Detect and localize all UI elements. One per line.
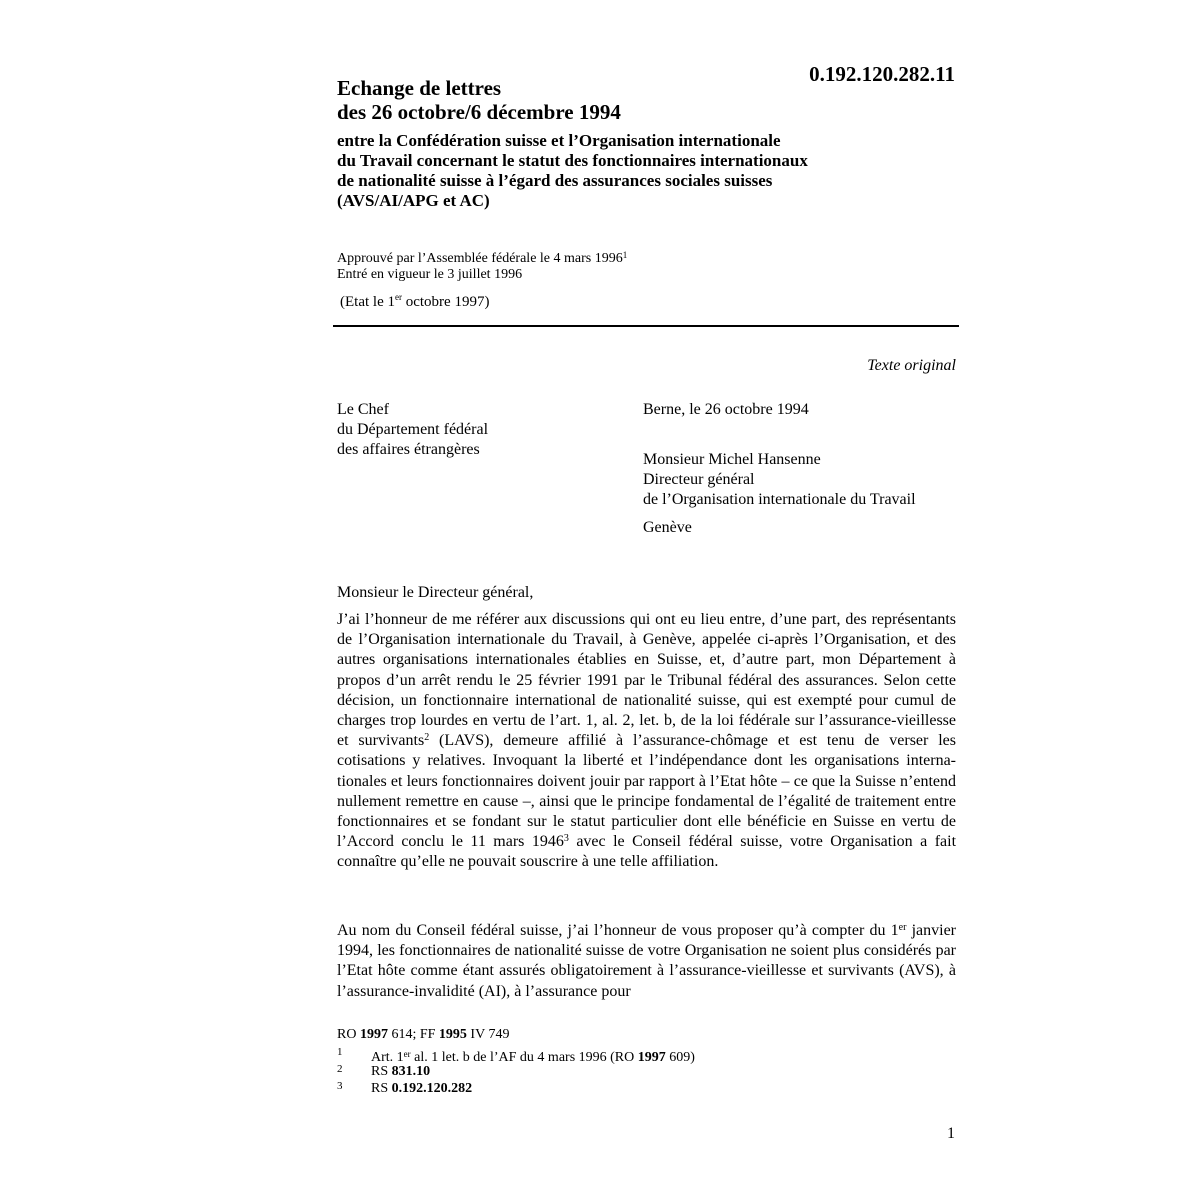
- footnote-ref-3: 3: [563, 833, 569, 845]
- footnote-1-suffix: 609): [665, 1050, 695, 1065]
- sender-line-3: des affaires étrangères: [337, 441, 480, 458]
- body-paragraph-2: [337, 921, 956, 1002]
- title-line-1: Echange de lettres: [337, 76, 502, 100]
- footnote-3-text: [371, 1081, 472, 1096]
- document-title: [337, 76, 797, 124]
- subtitle-line-4: (AVS/AI/APG et AC): [337, 191, 490, 210]
- header-divider: [333, 325, 959, 327]
- footnote-3-number: 3: [337, 1080, 343, 1092]
- paragraph-2-part-1: Au nom du Conseil fédéral suisse, j’ai l’honneur de vous proposer qu’à compter du 1: [337, 922, 899, 939]
- paragraph-2-part-2: janvier 1994, les fonctionnaires de nationalité suisse de votre Organisation ne soient plus considérés par l’Etat hôte comme étant assurés obligatoirement à l’assurance-vieillesse et survivants (AVS), à l’assurance-invalidité (AI), à l’assurance pour: [337, 922, 956, 1000]
- place-date: Berne, le 26 octobre 1994: [643, 401, 809, 418]
- subtitle-line-1: entre la Confédération suisse et l’Organisation internationale: [337, 131, 781, 150]
- sr-number: 0.192.120.282.11: [809, 62, 955, 86]
- footnote-3-bold: 0.192.120.282: [391, 1081, 473, 1096]
- body-paragraph-1: [337, 610, 956, 873]
- footnote-1-prefix: Art. 1: [371, 1050, 404, 1065]
- state-sup: er: [394, 292, 402, 302]
- subtitle-line-3: de nationalité suisse à l’égard des assurances sociales suisses: [337, 171, 773, 190]
- source-ro-page: 614; FF: [387, 1027, 439, 1042]
- state-date: [340, 288, 960, 311]
- recipient-line-3: de l’Organisation internationale du Travail: [643, 491, 916, 508]
- paragraph-1-part-2: (LAVS), demeure affilié à l’assurance-chômage et est tenu de verser les cotisations y relatives. Invoquant la liberté et l’indépendance dont les organisations internationales et leurs fonctionnaires doivent jouir par rapport à l’Etat hôte – ce que la Suisse n’entend nullement remettre en cause –, ainsi que le principe fondamental de l’égalité de traitement entre fonctionnaires et se fondant sur le statut particulier dont elle bénéficie en Suisse en vertu de l’Accord conclu le 11 mars 1946: [337, 732, 956, 851]
- footnote-ref-1: 1: [622, 250, 628, 260]
- approved-line: [337, 247, 957, 267]
- sender-line-1: Le Chef: [337, 401, 389, 418]
- footnote-2-text: [371, 1064, 430, 1079]
- paragraph-1-part-1: J’ai l’honneur de me référer aux discussions qui ont eu lieu entre, d’une part, des représentants de l’Organisation internationale du Travail, à Genève, appelée ci-après l’Organisation, et des autres organisations internationales établies en Suisse, et, d’autre part, mon Département à propos d’un arrêt rendu le 25 février 1991 par le Tribunal fédéral des assurances. Selon cette décision, un fonctionnaire international de nationalité suisse, qui est exempté pour cumul de charges trop lourdes en vertu de l’art. 1, al. 2, let. b, de la loi fédérale sur l’assurance-vieillesse et survivants: [337, 611, 956, 750]
- page-number: 1: [947, 1125, 955, 1142]
- footnote-2-prefix: RS: [371, 1064, 392, 1079]
- footnote-1-number: 1: [337, 1046, 343, 1058]
- title-line-2: des 26 octobre/6 décembre 1994: [337, 100, 621, 124]
- footnote-2-bold: 831.10: [391, 1064, 431, 1079]
- state-prefix: (Etat le 1: [340, 294, 395, 310]
- footnote-3-prefix: RS: [371, 1081, 392, 1096]
- recipient-block: [643, 450, 963, 510]
- footnote-1-sup: er: [403, 1049, 411, 1059]
- recipient-line-1: Monsieur Michel Hansenne: [643, 451, 821, 468]
- document-subtitle: [337, 131, 957, 211]
- source-ff-ref: IV 749: [466, 1027, 510, 1042]
- footnote-source: [337, 1027, 957, 1043]
- approval-block: [337, 247, 957, 283]
- source-ff-year: 1995: [438, 1027, 467, 1042]
- source-ro-label: RO: [337, 1027, 360, 1042]
- paragraph-2-sup: er: [898, 922, 907, 933]
- state-suffix: octobre 1997): [401, 294, 490, 310]
- footnote-1-middle: al. 1 let. b de l’AF du 4 mars 1996 (RO: [410, 1050, 638, 1065]
- entry-into-force: Entré en vigueur le 3 juillet 1996: [337, 267, 523, 282]
- original-text-label: Texte original: [867, 357, 956, 374]
- salutation: Monsieur le Directeur général,: [337, 584, 534, 601]
- recipient-line-2: Directeur général: [643, 471, 755, 488]
- approved-text: Approuvé par l’Assemblée fédérale le 4 mars 1996: [337, 251, 623, 266]
- footnote-1-text: [371, 1047, 695, 1065]
- paragraph-1-part-3: avec le Conseil fédéral suisse, votre Organisation a fait connaître qu’elle ne pouvait souscrire à une telle affiliation.: [337, 833, 957, 871]
- subtitle-line-2: du Travail concernant le statut des fonctionnaires internationaux: [337, 151, 808, 170]
- footnote-ref-2: 2: [424, 732, 430, 744]
- sender-line-2: du Département fédéral: [337, 421, 489, 438]
- footnote-1-bold: 1997: [637, 1050, 666, 1065]
- footnote-2-number: 2: [337, 1063, 343, 1075]
- source-ro-year: 1997: [359, 1027, 388, 1042]
- sender-block: [337, 400, 617, 460]
- recipient-city: Genève: [643, 519, 692, 536]
